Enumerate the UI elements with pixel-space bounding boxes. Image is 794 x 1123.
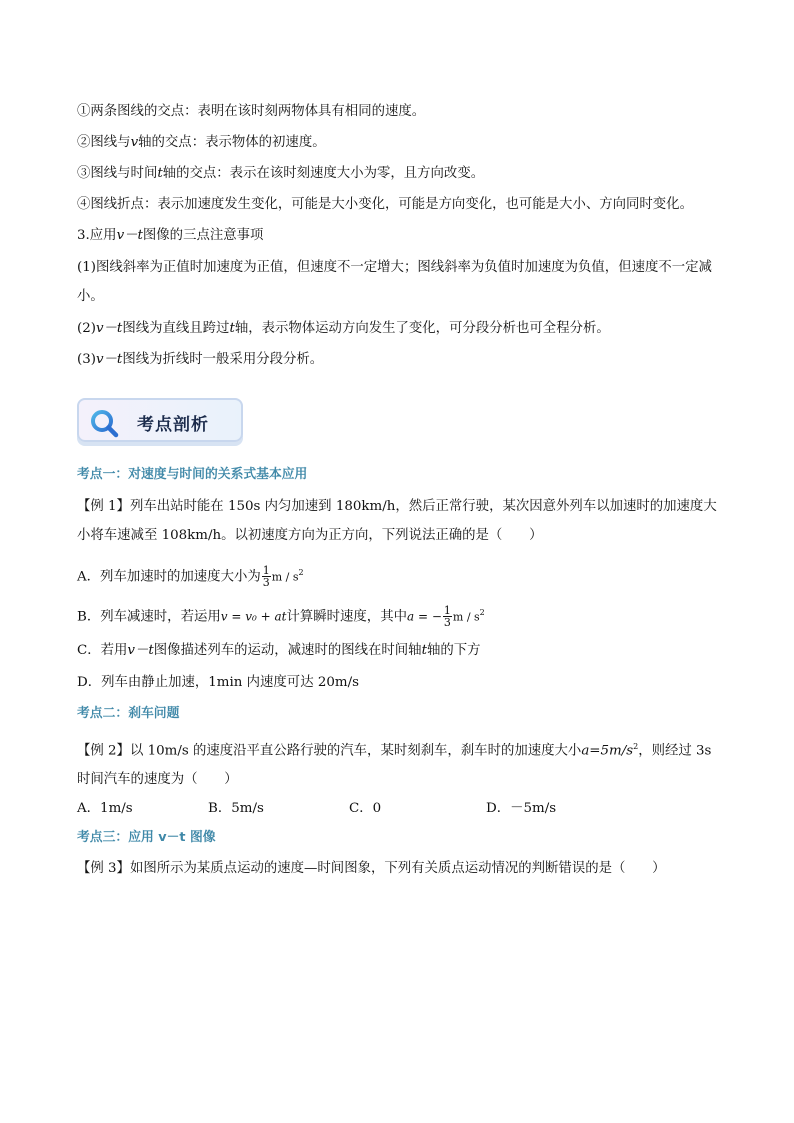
fraction: $\frac{1}{3}$ [443, 604, 451, 630]
kd1-option-b: B．列车减速时，若运用v = v₀ + at计算瞬时速度，其中a = − $\frac{1}{3}$ m / $s^2$ [77, 604, 485, 630]
kd2-title: 考点二：刹车问题 [77, 706, 180, 721]
kd1-question: 【例 1】列车出站时能在 150s 内匀加速到 180km/h，然后正常行驶，某次因意外列车以加速时的加速度大小将车速减至 108km/h。以初速度方向为正方向，下列说法正确的是（ ） [77, 499, 717, 543]
point-4: ④图线折点：表示加速度发生变化，可能是大小变化，可能是方向变化，也可能是大小、方向同时变化。 [77, 197, 693, 212]
note-1: (1)图线斜率为正值时加速度为正值，但速度不一定增大；图线斜率为负值时加速度为负值，但速度不一定减小。 [77, 260, 712, 304]
kd1-title: 考点一：对速度与时间的关系式基本应用 [77, 467, 308, 482]
notes-heading: 3.应用v－t图像的三点注意事项 [77, 228, 264, 243]
section-badge [73, 396, 243, 446]
choice-c: C．0 [349, 801, 382, 816]
kd2-choices [77, 797, 717, 817]
kd1-option-c: C．若用v－t图像描述列车的运动，减速时的图线在时间轴t轴的下方 [77, 643, 481, 658]
kd2-question: 【例 2】以 10m/s 的速度沿平直公路行驶的汽车，某时刻刹车，刹车时的加速度大小$a=5m/s^2$，则经过 3s 时间汽车的速度为（ ） [77, 742, 712, 788]
kd3-title: 考点三：应用 v－t 图像 [77, 830, 216, 845]
kd1-option-a: A．列车加速时的加速度大小为 $\frac{1}{3}$ m / $s^2$ [77, 564, 304, 590]
badge-card [77, 398, 243, 442]
note-2: (2)v－t图线为直线且跨过t轴，表示物体运动方向发生了变化，可分段分析也可全程分析。 [77, 321, 610, 336]
note-3: (3)v－t图线为折线时一般采用分段分析。 [77, 352, 324, 367]
choice-b: B．5m/s [208, 801, 264, 816]
choice-a: A．1m/s [77, 801, 133, 816]
point-1: ①两条图线的交点：表明在该时刻两物体具有相同的速度。 [77, 104, 426, 119]
kd3-question: 【例 3】如图所示为某质点运动的速度—时间图象，下列有关质点运动情况的判断错误的是（ ） [77, 861, 666, 876]
fraction: $\frac{1}{3}$ [262, 564, 270, 590]
point-3: ③图线与时间t轴的交点：表示在该时刻速度大小为零，且方向改变。 [77, 166, 485, 181]
point-2: ②图线与v轴的交点：表示物体的初速度。 [77, 135, 326, 150]
magnifier-icon [89, 408, 119, 438]
badge-title: 考点剖析 [137, 415, 209, 435]
kd1-option-d: D．列车由静止加速，1min 内速度可达 20m/s [77, 675, 359, 690]
choice-d: D．－5m/s [486, 801, 557, 816]
